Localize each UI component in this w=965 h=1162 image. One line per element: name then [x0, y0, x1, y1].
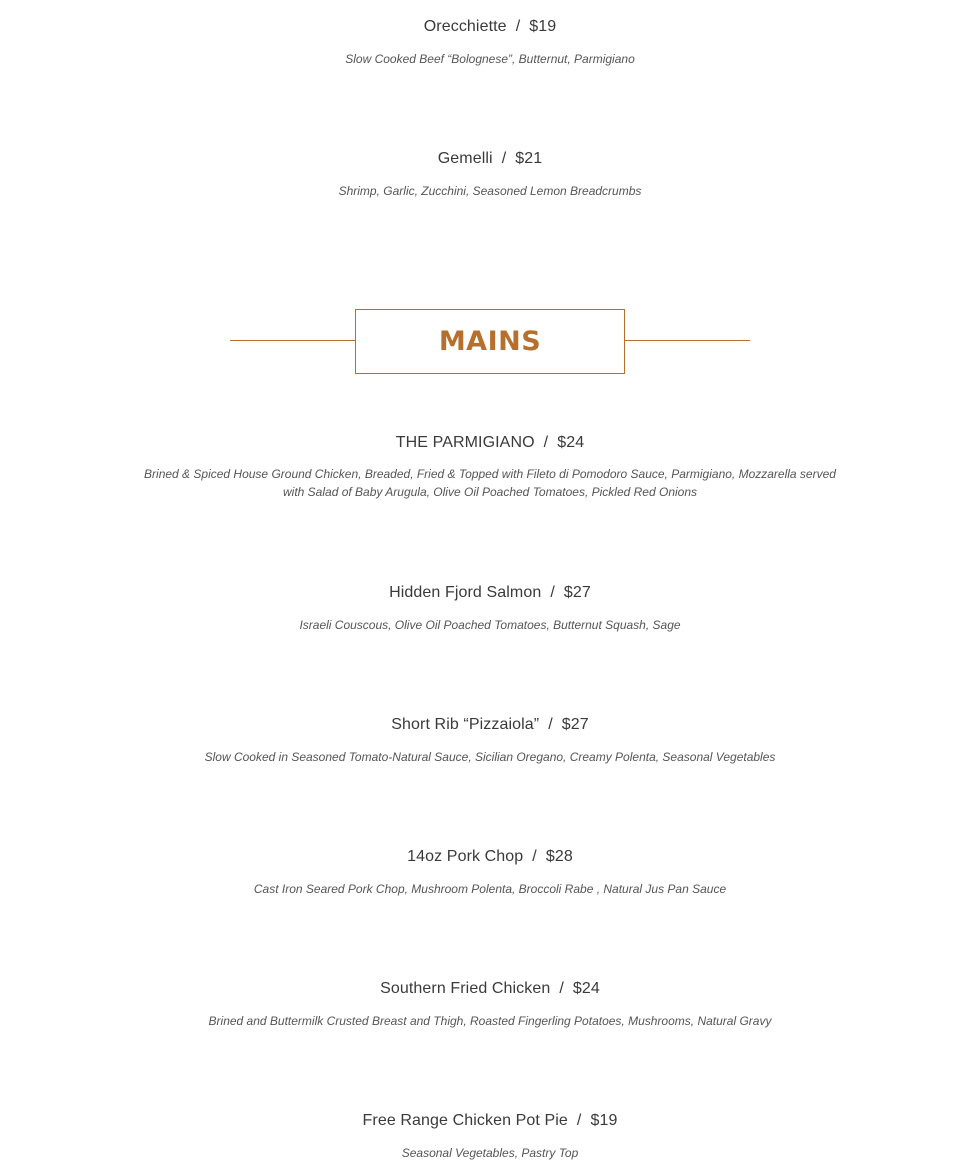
price-separator: /	[550, 584, 555, 601]
menu-item-title	[0, 715, 965, 735]
price-separator: /	[576, 1112, 582, 1129]
menu-item-price: $21	[515, 150, 543, 167]
menu-item-salmon	[0, 583, 965, 634]
menu-item-orecchiette	[0, 17, 965, 68]
menu-item-fried-chicken	[0, 979, 965, 1030]
menu-item-price: $24	[572, 980, 600, 997]
menu-item-description: Seasonal Vegetables, Pastry Top	[401, 1146, 579, 1160]
menu-item-name: THE PARMIGIANO	[395, 434, 535, 451]
menu-item-title	[0, 847, 965, 867]
section-divider-right	[624, 340, 750, 341]
menu-item-name: Short Rib “Pizzaiola”	[391, 716, 540, 733]
menu-item-name: Hidden Fjord Salmon	[389, 584, 542, 601]
section-divider-left	[230, 340, 356, 341]
menu-item-price: $24	[557, 434, 585, 451]
menu-item-title	[0, 433, 965, 453]
menu-item-title	[0, 17, 965, 37]
price-separator: /	[559, 980, 564, 997]
price-separator: /	[548, 716, 553, 733]
menu-item-price: $27	[561, 716, 589, 733]
menu-item-name: Free Range Chicken Pot Pie	[362, 1112, 568, 1129]
menu-item-description: Israeli Couscous, Olive Oil Poached Tomatoes, Butternut Squash, Sage	[299, 618, 681, 632]
menu-item-description: Slow Cooked in Seasoned Tomato-Natural Sauce, Sicilian Oregano, Creamy Polenta, Seasonal Vegetables	[204, 750, 776, 764]
menu-item-price: $28	[545, 848, 573, 865]
price-separator: /	[543, 434, 549, 451]
menu-item-title	[0, 979, 965, 999]
price-separator: /	[515, 18, 521, 35]
menu-item-short-rib	[0, 715, 965, 766]
menu-item-parmigiano	[0, 433, 965, 501]
menu-item-price: $27	[563, 584, 591, 601]
menu-item-description: Shrimp, Garlic, Zucchini, Seasoned Lemon Breadcrumbs	[338, 184, 642, 198]
menu-item-name: 14oz Pork Chop	[407, 848, 524, 865]
section-title-box	[355, 309, 625, 374]
section-header-mains	[0, 309, 965, 374]
menu-item-description: Brined & Spiced House Ground Chicken, Breaded, Fried & Topped with Fileto di Pomodoro Sauce, Parmigiano, Mozzarella served with Salad of Baby Arugula, Olive Oil Poached Tomatoes, Pickled Red Onions	[144, 467, 836, 499]
menu-item-name: Orecchiette	[423, 18, 507, 35]
menu-item-price: $19	[590, 1112, 618, 1129]
menu-item-pot-pie	[0, 1111, 965, 1162]
menu-item-name: Gemelli	[437, 150, 493, 167]
price-separator: /	[501, 150, 507, 167]
menu-item-pork-chop	[0, 847, 965, 898]
menu-item-name: Southern Fried Chicken	[380, 980, 551, 997]
menu-item-description: Brined and Buttermilk Crusted Breast and Thigh, Roasted Fingerling Potatoes, Mushrooms, Natural Gravy	[208, 1014, 772, 1028]
menu-item-title	[0, 1111, 965, 1131]
menu-item-description: Slow Cooked Beef “Bolognese”, Butternut, Parmigiano	[345, 52, 635, 66]
menu-item-gemelli	[0, 149, 965, 200]
menu-item-description: Cast Iron Seared Pork Chop, Mushroom Polenta, Broccoli Rabe , Natural Jus Pan Sauce	[253, 882, 727, 896]
section-title: MAINS	[438, 326, 542, 357]
menu-item-price: $19	[529, 18, 557, 35]
menu-item-title	[0, 583, 965, 603]
menu-item-title	[0, 149, 965, 169]
price-separator: /	[532, 848, 537, 865]
